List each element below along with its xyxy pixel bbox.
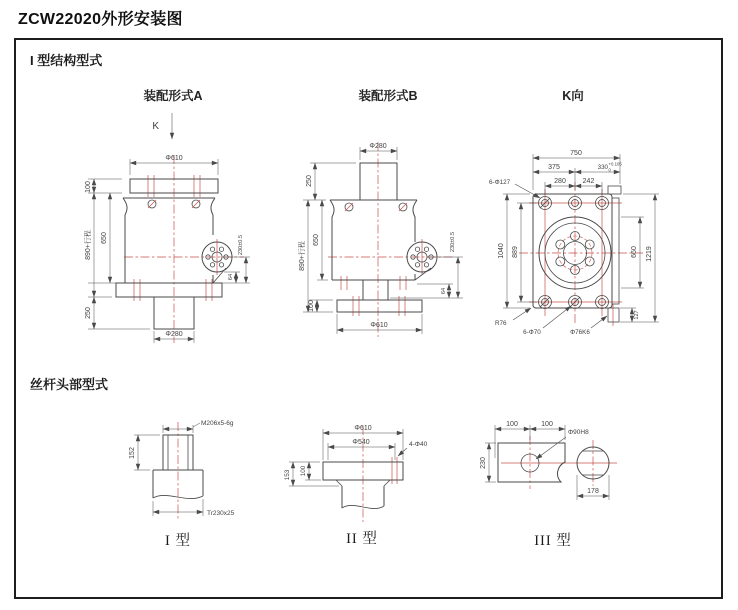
dim-k-right-width-tol-down: 0 [608,167,611,173]
dim-k-foot-height: 127 [634,310,640,320]
dim-b-top-dia: Φ280 [369,143,387,150]
type-3-centerlines [501,436,617,489]
form-b-centerlines [328,142,453,337]
dim-b-flange-center: 230±0.5 [450,231,456,253]
drawing-view-k [475,142,725,354]
dim-a-flange-center: 230±0.5 [238,234,244,256]
dim-t3-offset-left: 100 [506,421,518,428]
type-2-outline [323,462,403,509]
title-form-a: 装配形式A [143,89,203,103]
dim-a-body-height: 650 [101,232,108,244]
caption-type-1: I 型 [165,533,191,549]
page-title: ZCW22020外形安装图 [18,11,183,28]
dim-k-guide-height: 660 [631,246,638,258]
dim-a-flange-edge: 64 [228,273,234,281]
form-b-dimensions [303,147,463,334]
form-b-outline [330,163,437,312]
drawing-type-1 [112,406,282,534]
dim-t1-screw-spec: Tr230x25 [207,510,235,517]
dim-t2-total-height: 153 [284,469,291,481]
dim-t1-head-height: 152 [129,447,136,459]
dim-k-hole-pitch-left: 280 [554,178,566,185]
dim-b-body-height: 650 [313,234,320,246]
label-k-fillet: R76 [495,320,507,327]
dim-k-hole-span: 889 [512,246,519,258]
dim-a-flange-height: 100 [85,181,92,193]
drawing-form-b [283,130,483,365]
dim-a-overall: 890+行程 [85,230,92,260]
title-view-k: K向 [562,89,584,103]
form-a-centerlines [124,155,244,343]
dim-b-flange-edge: 64 [441,287,447,295]
dim-t1-thread: M206x5-6g [201,420,234,427]
dim-b-base-height: 100 [308,300,315,312]
dim-t3-block-height: 230 [480,457,487,469]
drawing-type-3 [465,420,670,540]
dim-t2-flange-height: 100 [300,465,307,477]
type-2-dimensions [289,429,407,486]
dim-a-lower-height: 250 [85,307,92,319]
dim-t3-bore: Φ90H8 [568,429,589,436]
drawing-type-2 [278,420,473,540]
dim-t2-outer-dia: Φ610 [354,425,372,432]
title-form-b: 装配形式B [358,89,418,103]
dim-k-right-width-tol-up: +0.105 [608,161,622,167]
dim-k-left-width: 375 [548,164,560,171]
dim-k-total-height: 1219 [646,246,653,262]
section-heading-structure: I 型结构型式 [30,53,103,68]
dim-b-overall: 890+行程 [299,241,306,271]
label-k-pilot: Φ76K6 [570,329,590,336]
section-heading-screw-head: 丝杆头部型式 [30,377,109,392]
dim-k-right-width: 330 [597,164,608,171]
dim-b-top-height: 250 [306,175,313,187]
dim-t3-flat-width: 178 [587,488,599,495]
dim-t2-pitch-dia: Φ540 [352,439,370,446]
type-3-outline [498,443,609,482]
label-k-corner-holes: 6-Φ127 [489,179,511,186]
dim-t3-offset-right: 100 [541,421,553,428]
dim-t2-holes: 4-Φ40 [409,441,428,448]
caption-type-3: III 型 [534,533,572,549]
drawing-form-a [52,105,267,360]
dim-a-bottom-dia: Φ280 [165,331,183,338]
caption-type-2: II 型 [346,531,378,547]
view-k-outline [533,186,621,322]
dim-a-top-dia: Φ610 [165,155,183,162]
form-a-dimensions [88,113,250,343]
dim-k-overall-width: 750 [570,150,582,157]
view-k-arrow-label: K [152,121,159,132]
dim-k-hole-pitch-right: 242 [582,178,595,185]
dim-b-base-dia: Φ610 [370,322,388,329]
label-k-bolt-holes: 6-Φ70 [523,329,541,336]
dim-k-plate-height: 1040 [498,243,505,259]
